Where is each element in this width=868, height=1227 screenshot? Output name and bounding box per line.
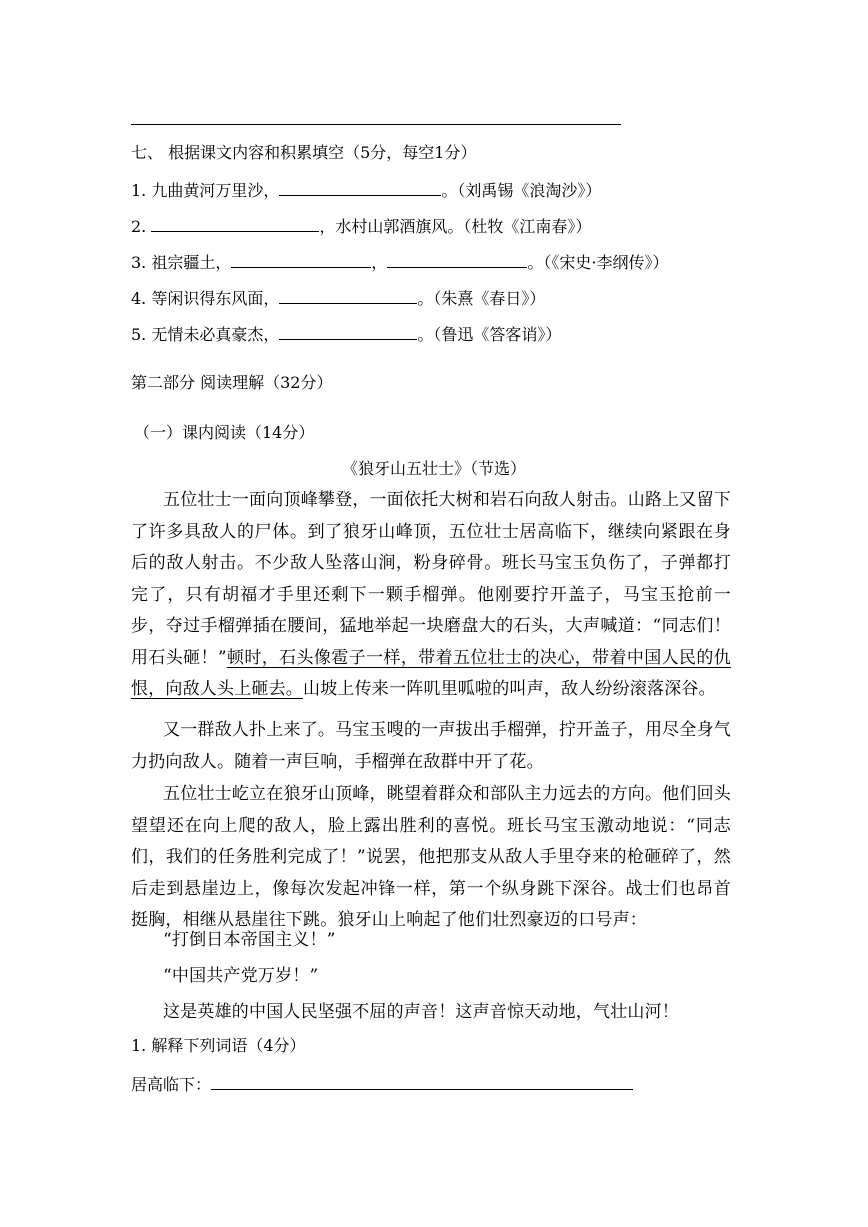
fill-blank-3a[interactable] xyxy=(231,251,371,268)
fill-item-3-suffix: 。（《宋史·李纲传》） xyxy=(527,253,669,272)
term-label: 居高临下： xyxy=(131,1075,212,1094)
fill-item-1-suffix: 。（刘禹锡《浪淘沙》） xyxy=(441,181,602,200)
fill-item-2 xyxy=(131,215,591,237)
term-jugaolinxia xyxy=(131,1073,633,1095)
paragraph-1-text-b: 山坡上传来一阵叽里呱啦的叫声，敌人纷纷滚落深谷。 xyxy=(303,679,716,699)
fill-item-5 xyxy=(131,323,561,345)
fill-blank-1[interactable] xyxy=(279,179,441,196)
fill-blank-5[interactable] xyxy=(279,323,417,340)
fill-blank-2[interactable] xyxy=(151,215,319,232)
fill-item-2-prefix: 2. xyxy=(131,217,152,236)
fill-item-4 xyxy=(131,287,545,309)
passage-paragraph-1 xyxy=(131,485,731,706)
fill-item-1-prefix: 1. 九曲黄河万里沙， xyxy=(131,181,280,200)
fill-item-3-middle: ， xyxy=(371,253,388,272)
fill-item-4-suffix: 。（朱熹《春日》） xyxy=(417,289,546,308)
fill-item-4-prefix: 4. 等闲识得东风面， xyxy=(131,289,280,308)
passage-slogan-1: “打倒日本帝国主义！” xyxy=(163,930,336,950)
term-answer-blank[interactable] xyxy=(211,1073,633,1090)
passage-paragraph-3: 五位壮士屹立在狼牙山顶峰，眺望着群众和部队主力远去的方向。他们回头望望还在向上爬的敌人，脸上露出胜利的喜悦。班长马宝玉激动地说：“同志们，我们的任务胜利完成了！”说罢，他把那支从敌人手里夺来的枪砸碎了，然后走到悬崖边上，像每次发起冲锋一样，第一个纵身跳下深谷。战士们也昂首挺胸，相继从悬崖往下跳。狼牙山上响起了他们壮烈豪迈的口号声： xyxy=(131,784,731,930)
fill-item-3-prefix: 3. 祖宗疆土， xyxy=(131,253,232,272)
fill-item-5-prefix: 5. 无情未必真豪杰， xyxy=(131,325,280,344)
fill-item-5-suffix: 。（鲁迅《答客诮》） xyxy=(417,325,562,344)
question-1: 1. 解释下列词语（4分） xyxy=(131,1036,306,1055)
passage-paragraph-2: 又一群敌人扑上来了。马宝玉嗖的一声拔出手榴弹，拧开盖子，用尽全身气力扔向敌人。随着一声巨响，手榴弹在敌群中开了花。 xyxy=(131,720,731,772)
fill-item-3 xyxy=(131,251,668,273)
fill-blank-3b[interactable] xyxy=(387,251,527,268)
passage-slogan-2: “中国共产党万岁！” xyxy=(163,966,319,986)
fill-item-2-suffix: ，水村山郭酒旗风。（杜牧《江南春》） xyxy=(319,217,592,236)
reading-subheading: （一）课内阅读（14分） xyxy=(134,423,315,442)
paragraph-1-text-a: 五位壮士一面向顶峰攀登，一面依托大树和岩石向敌人射击。山路上又留下了许多具敌人的尸体。到了狼牙山峰顶，五位壮士居高临下，继续向紧跟在身后的敌人射击。不少敌人坠落山涧，粉身碎骨。班长马宝玉负伤了，子弹都打完了，只有胡福才手里还剩下一颗手榴弹。他刚要拧开盖子，马宝玉抢前一步，夺过手榴弹插在腰间，猛地举起一块磨盘大的石头，大声喊道：“同志们！用石头砸！” xyxy=(131,490,731,668)
top-divider-line xyxy=(131,124,621,125)
fill-blank-4[interactable] xyxy=(279,287,417,304)
passage-paragraph-closing: 这是英雄的中国人民坚强不屈的声音！这声音惊天动地，气壮山河！ xyxy=(163,1002,679,1022)
section7-heading: 七、 根据课文内容和积累填空（5分，每空1分） xyxy=(131,143,477,162)
part2-heading: 第二部分 阅读理解（32分） xyxy=(131,373,333,392)
passage-title: 《狼牙山五壮士》（节选） xyxy=(341,459,526,478)
fill-item-1 xyxy=(131,179,601,201)
underlined-sentence: 顿时，石头像雹子一样，带着五位壮士的决心，带着中国人民的仇恨，向敌人头上砸去。 xyxy=(131,647,731,699)
